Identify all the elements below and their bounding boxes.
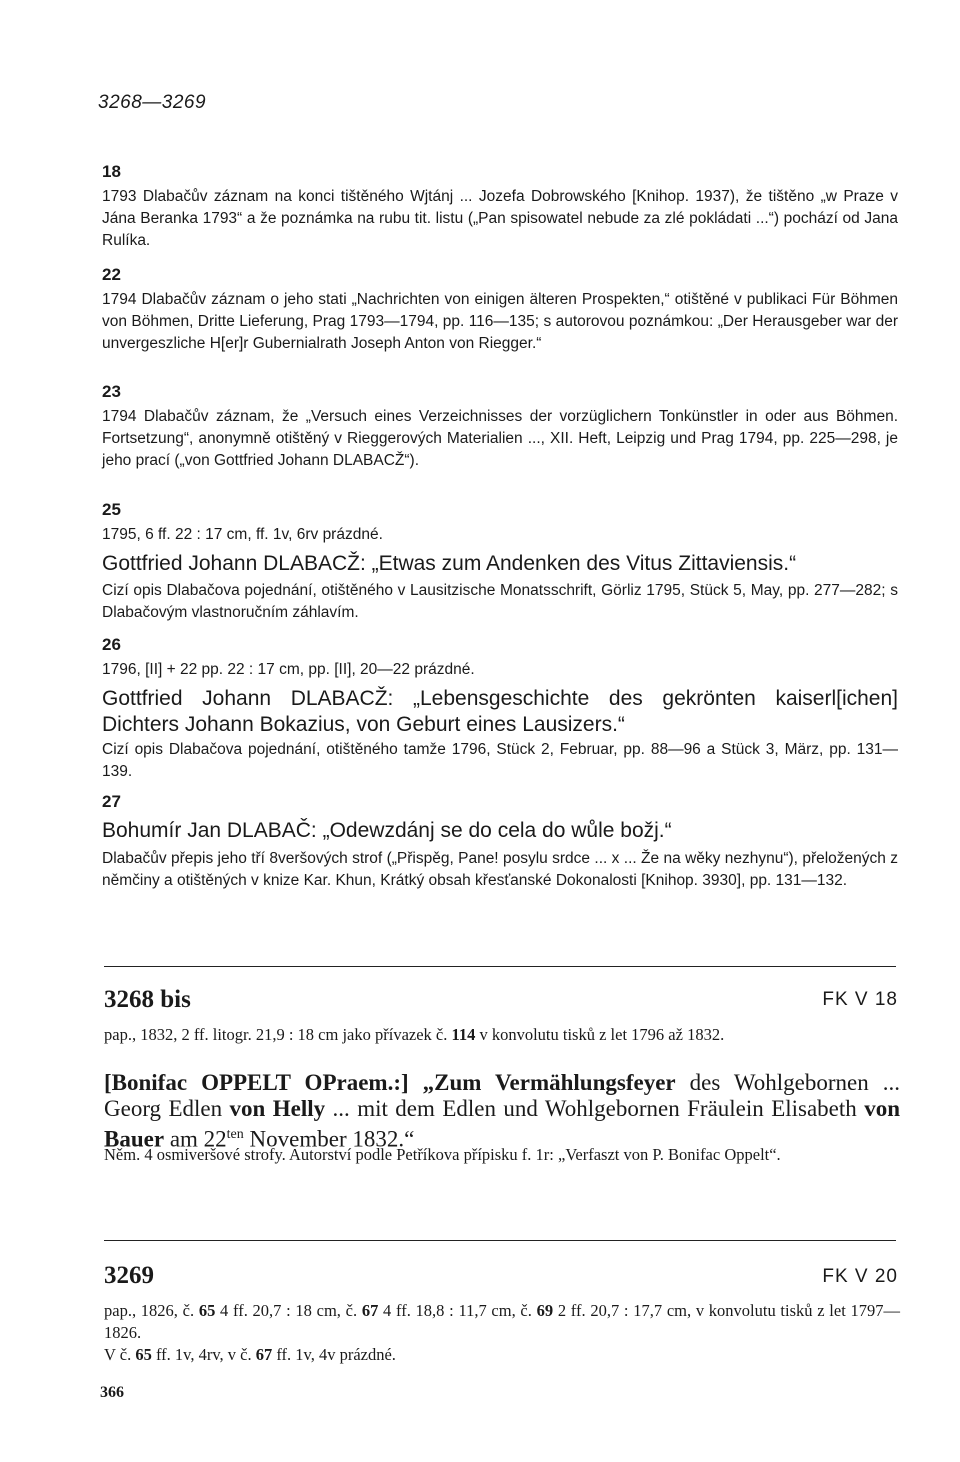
entry-text: Cizí opis Dlabačova pojednání, otištěného v Lausitzische Monatsschrift, Görliz 1795, Stück 5, May, pp. 277—282; s Dlabačovým vlastnoručním záhlavím. (102, 582, 898, 621)
page-number: 366 (100, 1384, 124, 1401)
shelf-signature: FK V 20 (822, 1266, 898, 1287)
entry-number: 25 (102, 500, 121, 519)
entry-number: 22 (102, 265, 121, 284)
record-meta: pap., 1826, č. 65 4 ff. 20,7 : 18 cm, č. 67 4 ff. 18,8 : 11,7 cm, č. 69 2 ff. 20,7 : 17,7 cm, v konvolutu tisků z let 1797—1826. (104, 1301, 900, 1342)
entry-text: Dlabačův přepis jeho tří 8veršových strof („Přispěg, Pane! posylu srdce ... x ... Že na wěky nezhynu“), přeložených z němčiny a otištěných v knize Kar. Khun, Krátký obsah křesťanské Dokonalosti [Knihop. 3930], pp. 131—132. (102, 850, 898, 889)
entry-title: Gottfried Johann DLABACŽ: „Etwas zum Andenken des Vitus Zittaviensis.“ (102, 552, 797, 575)
shelf-signature: FK V 18 (822, 989, 898, 1010)
entry-meta: 1795, 6 ff. 22 : 17 cm, ff. 1v, 6rv prázdné. (102, 526, 383, 543)
entry-meta: 1796, [II] + 22 pp. 22 : 17 cm, pp. [II], 20—22 prázdné. (102, 661, 475, 678)
entry-number: 26 (102, 635, 121, 654)
entry-number: 18 (102, 162, 121, 181)
entry-number: 27 (102, 792, 121, 811)
record-number: 3268 bis (104, 986, 191, 1013)
entry-title: Bohumír Jan DLABAČ: „Odewzdánj se do cela do wůle božj.“ (102, 819, 672, 842)
entry-text: 1794 Dlabačův záznam, že „Versuch eines Verzeichnisses der vorzüglichern Tonkünstler in oder aus Böhmen. Fortsetzung“, anonymně otištěný v Rieggerových Materialien ..., XII. Heft, Leipzig und Prag 1794, pp. 225—298, je jeho prací („von Gottfried Johann DLABACŽ“). (102, 408, 898, 469)
entry-text: Cizí opis Dlabačova pojednání, otištěného tamže 1796, Stück 2, Februar, pp. 88—96 a Stück 3, März, pp. 131—139. (102, 741, 898, 780)
record-note: V č. 65 ff. 1v, 4rv, v č. 67 ff. 1v, 4v prázdné. (104, 1345, 396, 1364)
entry-text: 1794 Dlabačův záznam o jeho stati „Nachrichten von einigen älteren Prospekten,“ otištěné v publikaci Für Böhmen von Böhmen, Dritte Lieferung, Prag 1793—1794, pp. 116—135; s autorovou poznámkou: „Der Herausgeber war der unvergeszliche H[er]r Gubernialrath Joseph Anton von Riegger.“ (102, 291, 898, 352)
section-divider (104, 1240, 896, 1241)
record-title: [Bonifac OPPELT OPraem.:] „Zum Vermählungsfeyer des Wohlgebornen ... Georg Edlen von Helly ... mit dem Edlen und Wohlgebornen Fräulein Elisabeth von Bauer am $22^{ten}$ November 1832.“ (104, 1070, 900, 1152)
entry-number: 23 (102, 382, 121, 401)
record-number: 3269 (104, 1262, 154, 1289)
record-meta: pap., 1832, 2 ff. litogr. 21,9 : 18 cm jako přívazek č. 114 v konvolutu tisků z let 1796 až 1832. (104, 1025, 725, 1044)
page-header-range: 3268—3269 (98, 92, 207, 113)
entry-title: Gottfried Johann DLABACŽ: „Lebensgeschichte des gekrönten kaiserl[ichen] Dichters Johann Bokazius, von Geburt eines Lausizers.“ (102, 687, 898, 736)
section-divider (104, 966, 896, 967)
entry-text: 1793 Dlabačův záznam na konci tištěného Wjtánj ... Jozefa Dobrowského [Knihop. 1937), že tištěno „w Praze v Jána Beranka 1793“ a že poznámka na rubu tit. listu („Pan spisowatel nebude za zlé pokládati ...“) pochází od Jana Rulíka. (102, 188, 898, 249)
record-note: Něm. 4 osmiveršové strofy. Autorství podle Petříkova přípisku f. 1r: „Verfaszt von P. Bonifac Oppelt“. (104, 1145, 781, 1164)
